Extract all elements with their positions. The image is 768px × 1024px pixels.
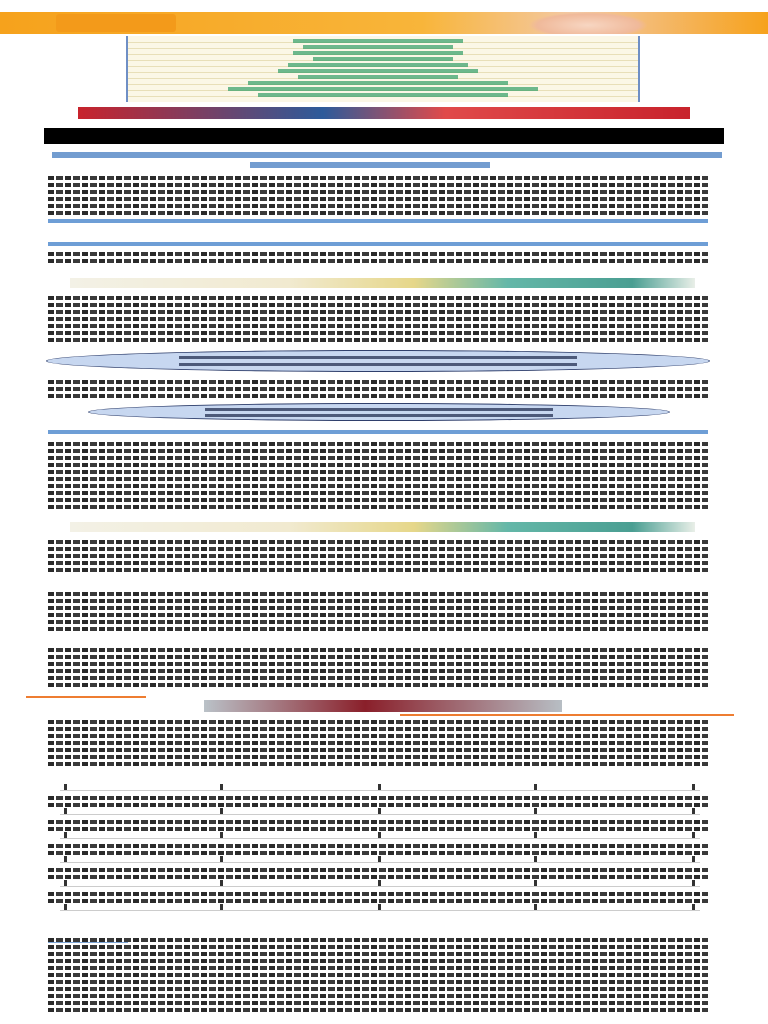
inline-image-strip xyxy=(70,278,695,288)
paragraph xyxy=(48,592,708,634)
paragraph xyxy=(48,540,708,575)
paragraph xyxy=(48,938,708,1015)
paragraph xyxy=(48,442,708,512)
section-divider xyxy=(400,714,734,716)
page-title-bar xyxy=(44,128,724,144)
toc-entry[interactable] xyxy=(288,63,468,67)
text-link[interactable] xyxy=(48,430,708,434)
toc-entry[interactable] xyxy=(313,57,453,61)
toc-entry[interactable] xyxy=(248,81,508,85)
callout-box xyxy=(46,350,710,372)
paragraph xyxy=(48,252,708,266)
toc-entry[interactable] xyxy=(228,87,538,91)
toc-entry[interactable] xyxy=(293,39,463,43)
site-logo-icon[interactable] xyxy=(56,14,176,32)
text-link[interactable] xyxy=(48,219,708,223)
paragraph xyxy=(48,380,708,401)
toc-entry[interactable] xyxy=(298,75,458,79)
callout-box xyxy=(88,403,670,421)
toc-entry[interactable] xyxy=(303,45,453,49)
section-heading xyxy=(52,152,722,158)
paragraph xyxy=(48,720,708,769)
paragraph xyxy=(48,296,708,345)
promo-strip[interactable] xyxy=(78,107,690,119)
header-banner[interactable] xyxy=(0,12,768,34)
inline-image-strip xyxy=(70,522,695,532)
section-divider xyxy=(26,696,146,698)
paragraph xyxy=(48,648,708,690)
toc-entry[interactable] xyxy=(258,93,508,97)
paragraph xyxy=(48,176,708,218)
table-of-contents xyxy=(126,36,640,102)
image-gallery-strip[interactable] xyxy=(204,700,562,712)
banner-image xyxy=(528,12,648,34)
text-link[interactable] xyxy=(48,242,708,246)
section-heading xyxy=(250,162,490,168)
toc-entry[interactable] xyxy=(278,69,478,73)
toc-entry[interactable] xyxy=(293,51,463,55)
